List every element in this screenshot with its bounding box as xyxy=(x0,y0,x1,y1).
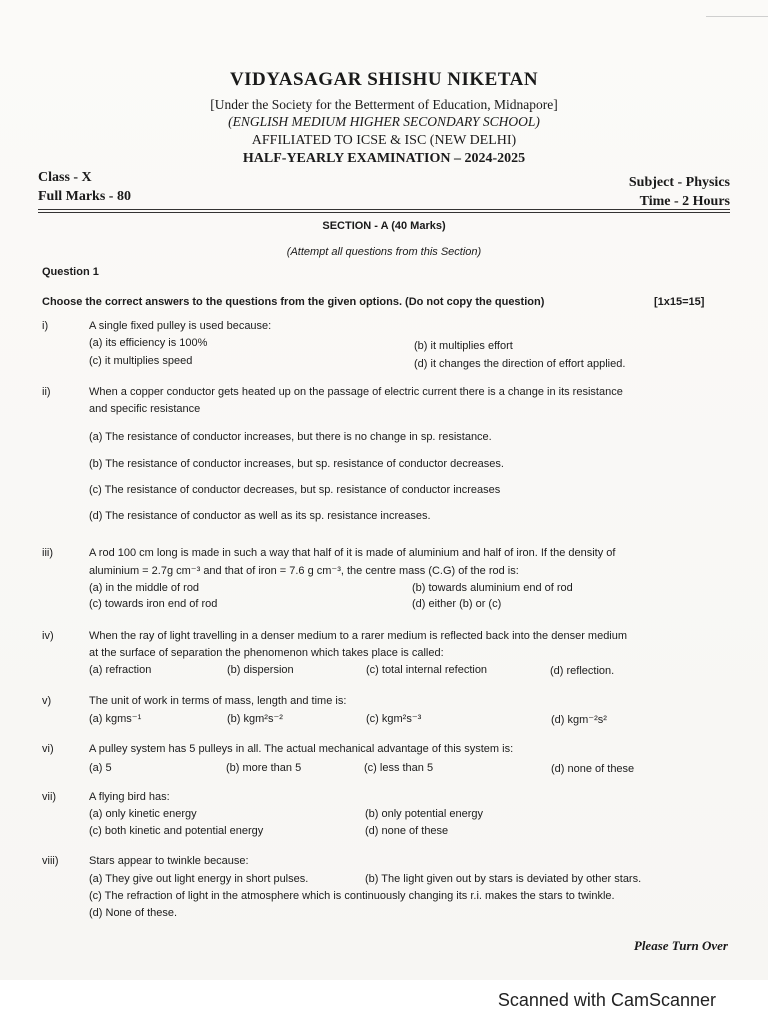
affiliation-line: AFFILIATED TO ICSE & ISC (NEW DELHI) xyxy=(251,133,517,148)
option-a: (a) They give out light energy in short pulses. xyxy=(89,873,309,885)
scan-edge-mark xyxy=(706,16,768,17)
item-stem: The unit of work in terms of mass, length and time is: xyxy=(89,695,347,707)
option-c: (c) less than 5 xyxy=(364,762,434,774)
header-rule-double xyxy=(38,212,730,213)
item-number: iii) xyxy=(42,547,53,559)
option-b: (b) kgm²s⁻² xyxy=(227,713,283,725)
medium-line: (ENGLISH MEDIUM HIGHER SECONDARY SCHOOL) xyxy=(228,114,540,129)
option-c: (c) The resistance of conductor decreases, but sp. resistance of conductor increases xyxy=(89,484,501,496)
option-d: (d) The resistance of conductor as well as its sp. resistance increases. xyxy=(89,510,431,522)
option-d: (d) kgm⁻²s² xyxy=(551,714,607,726)
option-d: (d) none of these xyxy=(365,825,449,837)
option-c: (c) both kinetic and potential energy xyxy=(89,825,264,837)
option-a: (a) 5 xyxy=(89,762,112,774)
option-b: (b) The light given out by stars is deviated by other stars. xyxy=(365,873,642,885)
option-c: (c) it multiplies speed xyxy=(89,355,193,367)
option-a: (a) The resistance of conductor increases, but there is no change in sp. resistance. xyxy=(89,431,492,443)
please-turn-over: Please Turn Over xyxy=(633,938,728,953)
item-number: ii) xyxy=(42,386,51,398)
full-marks-label: Full Marks - 80 xyxy=(38,189,131,204)
option-d: (d) either (b) or (c) xyxy=(412,598,502,610)
option-c: (c) The refraction of light in the atmosphere which is continuously changing its r.i. makes the stars to twinkle. xyxy=(89,890,615,902)
option-b: (b) it multiplies effort xyxy=(414,340,513,352)
header-rule xyxy=(38,209,730,210)
item-number: vi) xyxy=(42,743,54,755)
society-line: [Under the Society for the Betterment of Education, Midnapore] xyxy=(210,97,558,112)
item-stem: Stars appear to twinkle because: xyxy=(89,855,249,867)
option-c: (c) kgm²s⁻³ xyxy=(366,713,422,725)
option-d: (d) None of these. xyxy=(89,907,178,919)
option-c: (c) total internal refection xyxy=(366,664,488,676)
time-label: Time - 2 Hours xyxy=(639,194,730,209)
item-stem: A flying bird has: xyxy=(89,791,170,803)
option-b: (b) dispersion xyxy=(227,664,294,676)
question-marks: [1x15=15] xyxy=(654,296,705,308)
option-b: (b) only potential energy xyxy=(365,808,484,820)
item-number: vii) xyxy=(42,791,57,803)
option-a: (a) only kinetic energy xyxy=(89,808,197,820)
option-b: (b) The resistance of conductor increases, but sp. resistance of conductor decreases. xyxy=(89,458,504,470)
item-stem-line1: When a copper conductor gets heated up on the passage of electric current there is a change in its resistance xyxy=(89,386,623,398)
item-number: viii) xyxy=(42,855,59,867)
option-d: (d) it changes the direction of effort applied. xyxy=(414,358,626,370)
option-a: (a) its efficiency is 100% xyxy=(89,337,208,349)
item-number: iv) xyxy=(42,630,54,642)
option-b: (b) towards aluminium end of rod xyxy=(412,582,573,594)
exam-title: HALF-YEARLY EXAMINATION – 2024-2025 xyxy=(242,151,526,166)
option-d: (d) none of these xyxy=(551,763,635,775)
option-c: (c) towards iron end of rod xyxy=(89,598,218,610)
item-stem-line2: and specific resistance xyxy=(89,403,201,415)
question-label: Question 1 xyxy=(42,266,99,278)
option-a: (a) in the middle of rod xyxy=(89,582,200,594)
class-label: Class - X xyxy=(38,170,92,185)
option-a: (a) kgms⁻¹ xyxy=(89,713,142,725)
subject-label: Subject - Physics xyxy=(628,175,730,190)
option-a: (a) refraction xyxy=(89,664,152,676)
school-name: VIDYASAGAR SHISHU NIKETAN xyxy=(229,69,539,90)
section-title: SECTION - A (40 Marks) xyxy=(322,220,446,232)
item-number: v) xyxy=(42,695,52,707)
item-stem-line1: A rod 100 cm long is made in such a way that half of it is made of aluminium and half of iron. If the density of xyxy=(89,547,616,559)
option-d: (d) reflection. xyxy=(550,665,615,677)
item-stem-line2: aluminium = 2.7g cm⁻³ and that of iron = 7.6 g cm⁻³, the centre mass (C.G) of the rod is: xyxy=(89,565,519,577)
option-b: (b) more than 5 xyxy=(226,762,302,774)
item-stem-line1: When the ray of light travelling in a denser medium to a rarer medium is reflected back into the denser medium xyxy=(89,630,628,642)
section-instruction: (Attempt all questions from this Section) xyxy=(286,246,482,258)
scanner-watermark: Scanned with CamScanner xyxy=(497,990,716,1010)
item-stem: A pulley system has 5 pulleys in all. The actual mechanical advantage of this system is: xyxy=(89,743,514,755)
item-stem-line2: at the surface of separation the phenomenon which takes place is called: xyxy=(89,647,444,659)
item-stem: A single fixed pulley is used because: xyxy=(89,320,272,332)
question-instruction: Choose the correct answers to the questions from the given options. (Do not copy the question) xyxy=(42,296,545,308)
item-number: i) xyxy=(42,320,49,332)
